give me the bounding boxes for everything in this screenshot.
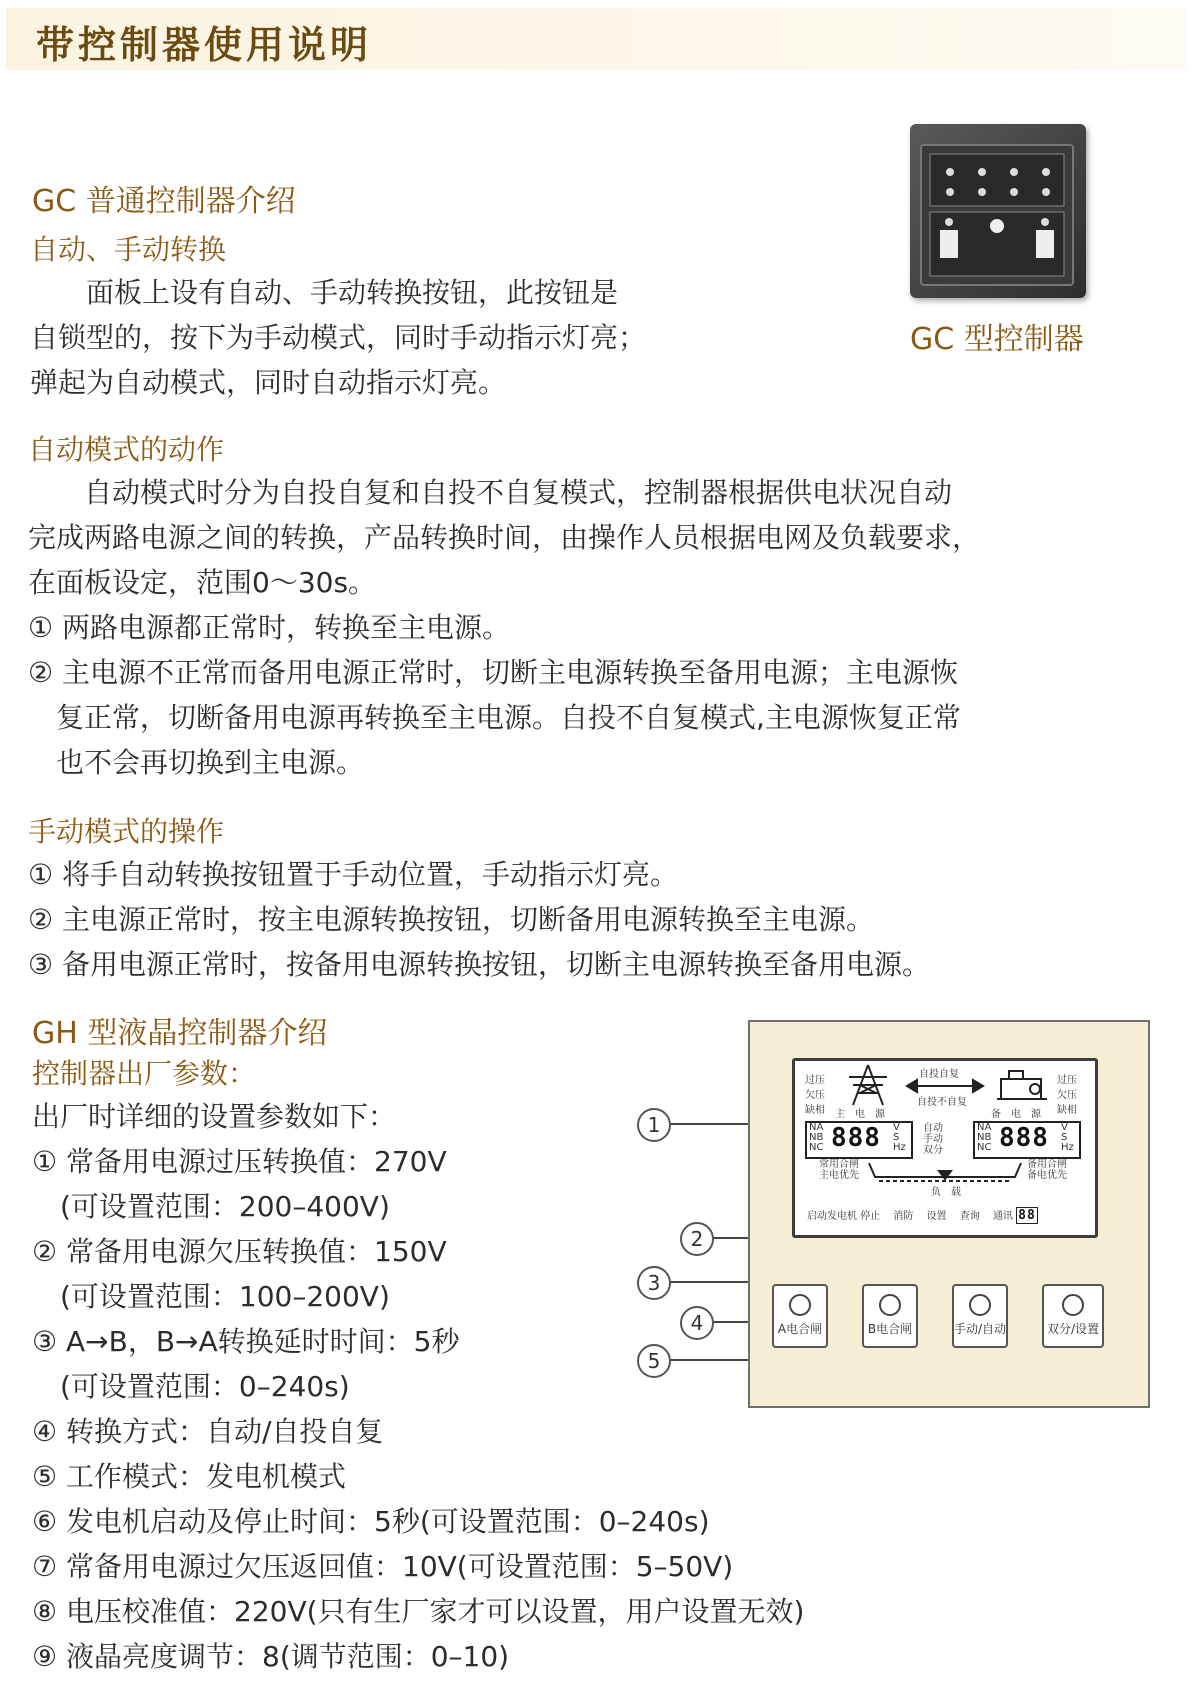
gh-section-title: GH 型液晶控制器介绍 xyxy=(32,1016,328,1051)
list-item: ② 主电源正常时，按主电源转换按钮，切断备用电源转换至主电源。 xyxy=(28,903,875,936)
text-line: 自动模式时分为自投自复和自投不自复模式，控制器根据供电状况自动 xyxy=(28,476,953,509)
gc-switch-paragraph xyxy=(30,270,646,405)
list-item: ⑦ 常备用电源过欠压返回值：10V(可设置范围：5–50V) xyxy=(32,1550,734,1583)
gc-auto-title: 自动模式的动作 xyxy=(28,433,225,466)
lcd-label: 双分 xyxy=(923,1145,943,1156)
list-item: ② 常备用电源欠压转换值：150V xyxy=(32,1235,447,1268)
lcd-phase-labels xyxy=(977,1123,991,1153)
generator-icon xyxy=(995,1067,1051,1103)
button-indicator-icon xyxy=(969,1294,991,1316)
lcd-digits: 888 xyxy=(831,1123,881,1153)
text-line: 弹起为自动模式，同时自动指示灯亮。 xyxy=(30,366,507,399)
lcd-status-label: 通讯 xyxy=(992,1211,1013,1222)
lcd-label: V xyxy=(1061,1122,1068,1133)
list-item: ⑨ 液晶亮度调节：8(调节范围：0–10) xyxy=(32,1640,510,1673)
list-item: ⑧ 电压校准值：220V(只有生厂家才可以设置，用户设置无效) xyxy=(32,1595,805,1628)
lcd-label: 过压 xyxy=(805,1075,825,1086)
lcd-arrow-bottom: 自投不自复 xyxy=(917,1097,967,1108)
button-label: 双分/设置 xyxy=(1046,1322,1100,1336)
lcd-phase-labels xyxy=(809,1123,823,1153)
page-title: 带控制器使用说明 xyxy=(36,23,373,67)
callout-3: 3 xyxy=(637,1266,671,1300)
lcd-arrow-top: 自投自复 xyxy=(919,1069,959,1080)
lcd-label: S xyxy=(893,1132,900,1143)
gh-params-title: 控制器出厂参数： xyxy=(32,1057,257,1090)
lcd-backup-meter xyxy=(973,1121,1081,1159)
list-item: ② 主电源不正常而备用电源正常时，切断主电源转换至备用电源；主电源恢 xyxy=(28,656,959,689)
lcd-label: 备用合闸 xyxy=(1027,1159,1067,1170)
gc-switch-title: 自动、手动转换 xyxy=(30,233,227,266)
lcd-status-label: 消防 xyxy=(893,1211,914,1222)
gc-manual-list xyxy=(28,852,930,987)
button-indicator-icon xyxy=(1062,1294,1084,1316)
lcd-label: NC xyxy=(977,1142,992,1153)
lcd-comm-digits: 88 xyxy=(1018,1208,1036,1223)
lcd-digits: 888 xyxy=(999,1123,1049,1153)
lcd-label: 缺相 xyxy=(805,1105,825,1116)
lcd-label: Hz xyxy=(893,1142,906,1153)
text-line: 自锁型的，按下为手动模式，同时手动指示灯亮； xyxy=(30,321,647,354)
list-item: ⑥ 发电机启动及停止时间：5秒(可设置范围：0–240s) xyxy=(32,1505,710,1538)
lcd-display xyxy=(792,1058,1098,1238)
lcd-label: 过压 xyxy=(1057,1075,1077,1086)
lcd-label: NB xyxy=(977,1132,992,1143)
lcd-fault-right xyxy=(1057,1071,1077,1116)
lcd-status-label: 启动发电机 xyxy=(807,1211,857,1222)
callout-5: 5 xyxy=(637,1344,671,1378)
lcd-fault-left xyxy=(805,1071,825,1116)
list-item: ① 将手自动转换按钮置于手动位置，手动指示灯亮。 xyxy=(28,858,679,891)
lcd-label: NA xyxy=(809,1122,824,1133)
lcd-label: S xyxy=(1061,1132,1068,1143)
gc-controller-face-icon xyxy=(922,146,1072,284)
button-indicator-icon xyxy=(789,1294,811,1316)
list-item: ① 两路电源都正常时，转换至主电源。 xyxy=(28,611,511,644)
gc-auto-paragraph xyxy=(28,470,980,785)
list-item: 复正常，切断备用电源再转换至主电源。自投不自复模式,主电源恢复正常 xyxy=(28,701,961,734)
lcd-label: 主电优先 xyxy=(819,1170,859,1181)
lcd-label: 备电优先 xyxy=(1027,1170,1067,1181)
a-power-close-button[interactable] xyxy=(772,1284,828,1348)
lcd-label: 常用合闸 xyxy=(819,1159,859,1170)
list-item: ③ A→B，B→A转换延时时间：5秒 xyxy=(32,1325,460,1358)
lcd-backup-priority xyxy=(1027,1159,1067,1181)
button-label: A电合闸 xyxy=(777,1322,823,1336)
gc-manual-title: 手动模式的操作 xyxy=(28,815,225,848)
text-line: 在面板设定，范围0～30s。 xyxy=(28,566,377,599)
list-item: (可设置范围：200–400V) xyxy=(32,1190,390,1223)
gc-controller-photo xyxy=(910,124,1086,298)
gc-controller-front xyxy=(920,144,1074,286)
lcd-label: Hz xyxy=(1061,1142,1074,1153)
power-tower-icon xyxy=(843,1063,893,1107)
text-line: 出厂时详细的设置参数如下： xyxy=(32,1100,397,1133)
dual-open-settings-button[interactable] xyxy=(1042,1284,1104,1348)
manual-auto-button[interactable] xyxy=(952,1284,1008,1348)
lcd-label: NA xyxy=(977,1122,992,1133)
lcd-label: 欠压 xyxy=(805,1090,825,1101)
lcd-status-label: 查询 xyxy=(959,1211,980,1222)
list-item: ④ 转换方式：自动/自投自复 xyxy=(32,1415,384,1448)
list-item: 也不会再切换到主电源。 xyxy=(28,746,365,779)
list-item: (可设置范围：100–200V) xyxy=(32,1280,390,1313)
lcd-label: 欠压 xyxy=(1057,1090,1077,1101)
lcd-mode-labels xyxy=(923,1123,943,1156)
lcd-backup-source: 备 电 源 xyxy=(991,1109,1041,1120)
lcd-load: 负 载 xyxy=(931,1187,961,1198)
button-label: 手动/自动 xyxy=(954,1322,1007,1336)
button-label: B电合闸 xyxy=(867,1322,913,1336)
list-item: ③ 备用电源正常时，按备用电源转换按钮，切断主电源转换至备用电源。 xyxy=(28,948,931,981)
gh-controller-panel xyxy=(748,1020,1150,1408)
list-item: ① 常备用电源过压转换值：270V xyxy=(32,1145,447,1178)
callout-4: 4 xyxy=(680,1306,714,1340)
list-item: (可设置范围：0–240s) xyxy=(32,1370,350,1403)
lcd-main-source: 主 电 源 xyxy=(835,1109,885,1120)
callout-1: 1 xyxy=(637,1108,671,1142)
button-indicator-icon xyxy=(879,1294,901,1316)
lcd-label: 自动 xyxy=(923,1123,943,1134)
lcd-unit-labels xyxy=(893,1123,906,1153)
lcd-label: 缺相 xyxy=(1057,1105,1077,1116)
lcd-label: NC xyxy=(809,1142,824,1153)
lcd-label: NB xyxy=(809,1132,824,1143)
gc-section-title: GC 普通控制器介绍 xyxy=(32,184,296,219)
lcd-status-label: 停止 xyxy=(860,1211,881,1222)
lcd-main-meter xyxy=(805,1121,913,1159)
lcd-unit-labels xyxy=(1061,1123,1074,1153)
lcd-status-bar xyxy=(807,1207,1089,1223)
callout-2: 2 xyxy=(680,1222,714,1256)
text-line: 完成两路电源之间的转换，产品转换时间，由操作人员根据电网及负载要求， xyxy=(28,521,981,554)
list-item: ⑤ 工作模式：发电机模式 xyxy=(32,1460,347,1493)
lcd-status-label: 设置 xyxy=(926,1211,947,1222)
lcd-label: V xyxy=(893,1122,900,1133)
b-power-close-button[interactable] xyxy=(862,1284,918,1348)
text-line: 面板上设有自动、手动转换按钮，此按钮是 xyxy=(30,276,619,309)
lcd-main-priority xyxy=(819,1159,859,1181)
gc-photo-caption: GC 型控制器 xyxy=(910,322,1084,357)
lcd-label: 手动 xyxy=(923,1134,943,1145)
